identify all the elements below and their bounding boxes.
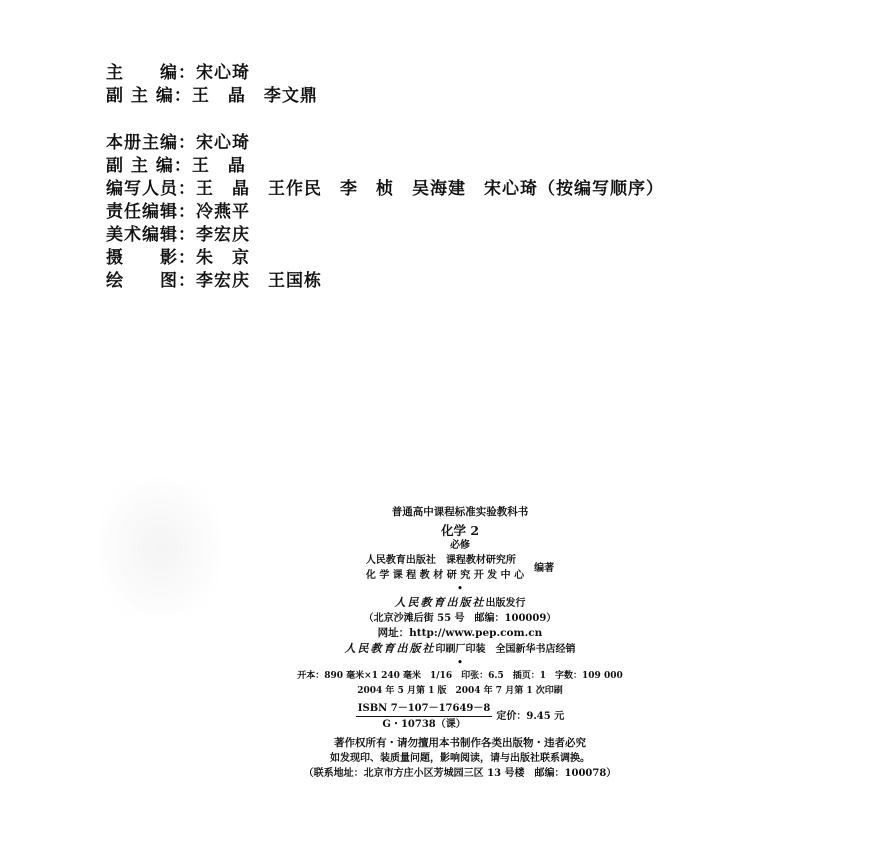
publisher-row xyxy=(240,595,680,611)
credit-label: 副 主 编： xyxy=(106,156,192,176)
publisher-address: （北京沙滩后街 55 号 邮编：100009） xyxy=(363,613,557,624)
credit-row-volume-editor xyxy=(106,132,664,155)
format-specs: 开本：890 毫米×1 240 毫米 1/16 印张：6.5 插页：1 字数：109 000 xyxy=(297,671,623,681)
publisher-logo: 人民教育出版社 xyxy=(394,596,486,609)
credit-label: 本册主编： xyxy=(106,133,196,153)
printer-logo: 人民教育出版社 xyxy=(344,642,436,655)
credit-label: 绘 图： xyxy=(106,271,196,291)
credit-row-writers xyxy=(106,178,664,201)
isbn-number: ISBN 7－107－17649－8 xyxy=(356,701,493,717)
series-title: 普通高中课程标准实验教科书 xyxy=(391,506,529,518)
credit-value: 王 晶 王作民 李 桢 吴海建 宋心琦（按编写顺序） xyxy=(196,179,664,199)
book-title: 化学 2 xyxy=(440,523,480,538)
editor-line-2: 化 学 课 程 教 材 研 究 开 发 中 心 xyxy=(365,570,525,581)
credit-row-art-editor xyxy=(106,224,664,247)
credit-value: 李宏庆 王国栋 xyxy=(196,271,322,291)
credit-label: 美术编辑： xyxy=(106,225,196,245)
imprint-block xyxy=(240,505,680,781)
quality-note: 如发现印、装质量问题，影响阅读，请与出版社联系调换。 xyxy=(330,753,590,764)
url-label: 网址： xyxy=(377,627,410,639)
separator-dot: • xyxy=(457,658,463,668)
editor-line-1: 人民教育出版社 课程教材研究所 xyxy=(365,555,516,566)
credit-value: 王 晶 xyxy=(191,156,246,176)
credit-value: 宋心琦 xyxy=(196,63,250,83)
credit-row-chief-editor xyxy=(106,62,664,85)
credit-row-photography xyxy=(106,247,664,270)
credit-value: 王 晶 李文鼎 xyxy=(191,86,318,106)
credit-label: 摄 影： xyxy=(106,248,196,268)
credit-value: 冷燕平 xyxy=(196,202,250,222)
credit-label: 编写人员： xyxy=(106,179,196,199)
credit-label: 主 编： xyxy=(106,63,196,83)
printer-row xyxy=(240,641,680,657)
editor-suffix: 编著 xyxy=(534,562,555,574)
credit-value: 朱 京 xyxy=(196,248,250,268)
website-link[interactable]: http://www.pep.com.cn xyxy=(409,627,543,639)
price: 定价：9.45 元 xyxy=(496,711,565,722)
url-row xyxy=(240,626,680,641)
credit-value: 宋心琦 xyxy=(196,133,250,153)
contact-address: （联系地址：北京市方庄小区芳城园三区 13 号楼 邮编：100078） xyxy=(303,768,617,779)
credit-label: 责任编辑： xyxy=(106,202,196,222)
credit-value: 李宏庆 xyxy=(196,225,250,245)
book-subtitle: 必修 xyxy=(450,540,470,551)
editors-row xyxy=(240,553,680,583)
credit-row-volume-deputy xyxy=(106,155,664,178)
edition-info: 2004 年 5 月第 1 版 2004 年 7 月第 1 次印刷 xyxy=(357,686,563,696)
credit-row-deputy-editor xyxy=(106,85,664,108)
credits-list xyxy=(106,62,664,293)
credit-row-illustration xyxy=(106,270,664,293)
credit-label: 副 主 编： xyxy=(106,86,192,106)
isbn-row xyxy=(240,699,680,732)
class-number: G・10738（课） xyxy=(382,719,466,730)
publisher-suffix: 出版发行 xyxy=(485,598,526,609)
printer-suffix: 印刷厂印装 全国新华书店经销 xyxy=(435,644,576,655)
credit-row-responsible-editor xyxy=(106,201,664,224)
separator-dot: • xyxy=(457,584,463,594)
copyright-notice: 著作权所有・请勿擅用本书制作各类出版物・违者必究 xyxy=(334,737,586,749)
faint-watermark xyxy=(100,478,220,618)
credits-gap xyxy=(106,108,664,132)
